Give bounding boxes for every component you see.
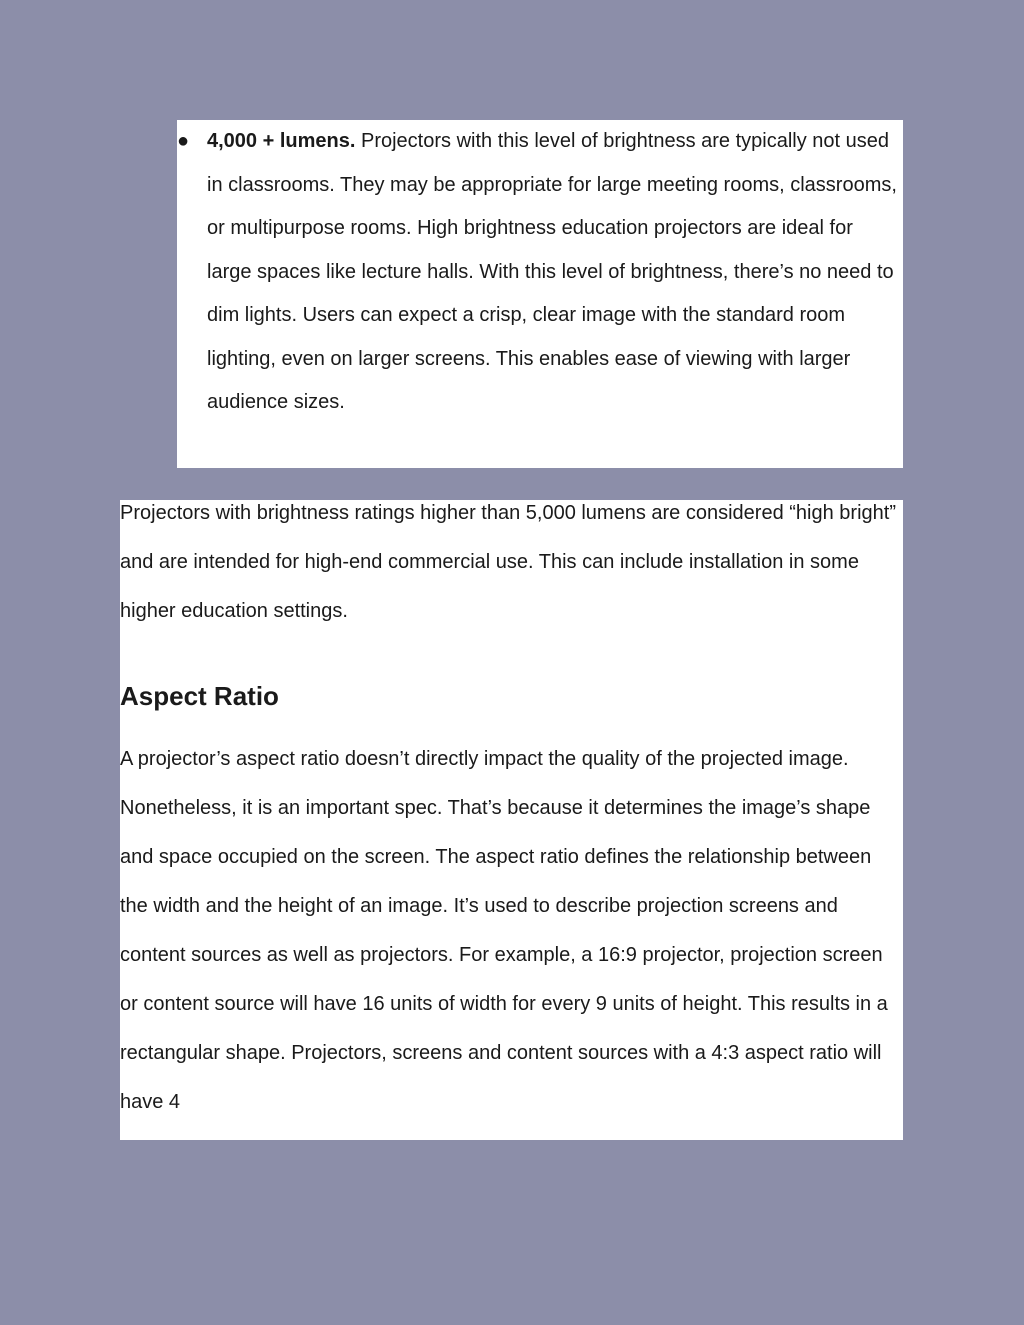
body-text-block [120, 500, 903, 1140]
list-item-text: Projectors with this level of brightness are typically not used in classrooms. They may be appropriate for large meeting rooms, classrooms, or multipurpose rooms. High brightness education projectors are ideal for large spaces like lecture halls. With this level of brightness, there’s no need to dim lights. Users can expect a crisp, clear image with the standard room lighting, even on larger screens. This enables ease of viewing with larger audience sizes. [207, 130, 897, 413]
list-item [207, 120, 899, 425]
paragraph-aspect-ratio: A projector’s aspect ratio doesn’t directly impact the quality of the projected image. Nonetheless, it is an important spec. That’s because it determines the image’s shape and space occupied on the screen. The aspect ratio defines the relationship between the width and the height of an image. It’s used to describe projection screens and content sources as well as projectors. For example, a 16:9 projector, projection screen or content source will have 16 units of width for every 9 units of height. This results in a rectangular shape. Projectors, screens and content sources with a 4:3 aspect ratio will have 4 [120, 748, 888, 1113]
paragraph-brightness: Projectors with brightness ratings higher than 5,000 lumens are considered “high bright” and are intended for high-end commercial use. This can include installation in some higher education settings. [120, 502, 896, 622]
section-heading: Aspect Ratio [120, 681, 279, 711]
bullet-list-block [177, 120, 903, 468]
list-item-lead: 4,000 + lumens. [207, 130, 356, 152]
bullet-icon: ● [177, 130, 190, 152]
